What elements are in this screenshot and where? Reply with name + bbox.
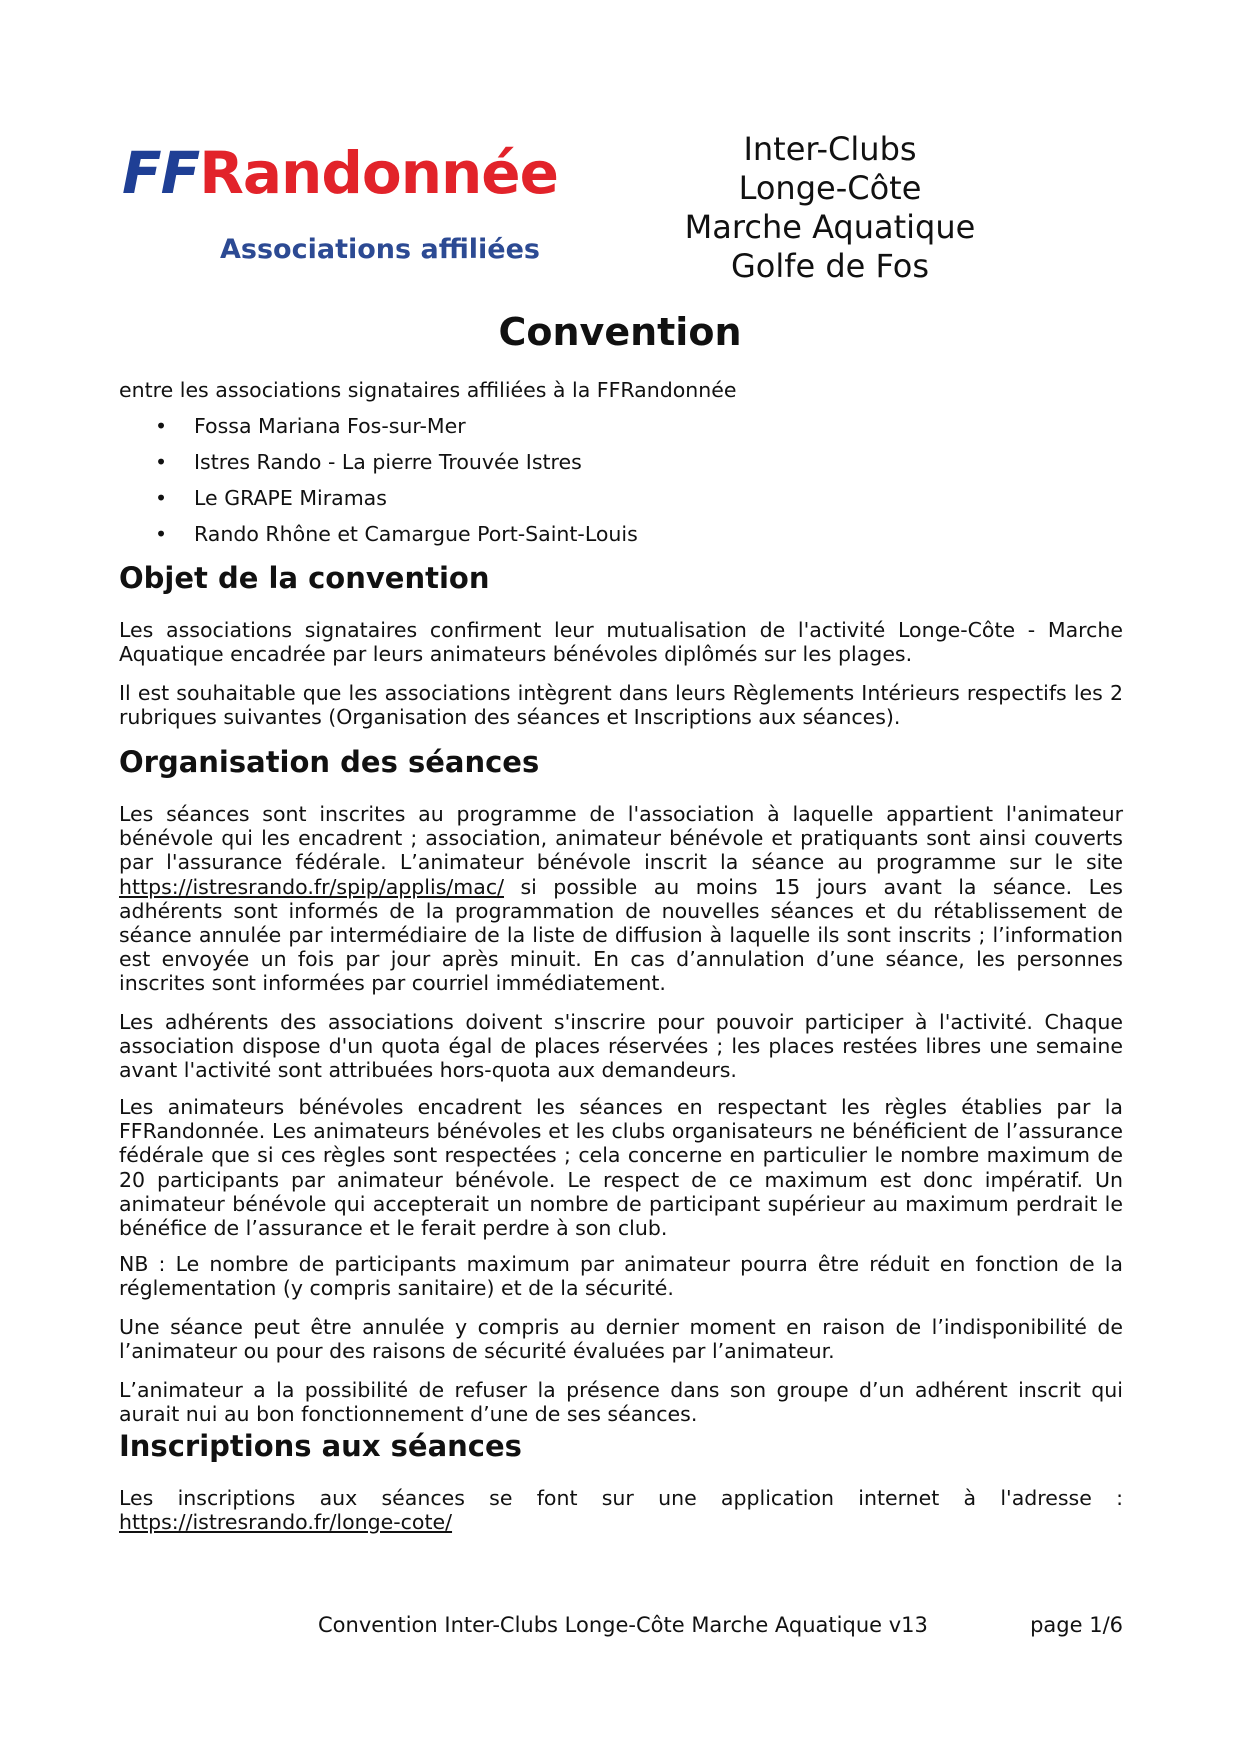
paragraph: NB : Le nombre de participants maximum par animateur pourra être réduit en fonction de la réglementation (y compris sanitaire) et de la sécurité. (119, 1252, 1123, 1301)
paragraph (119, 1510, 1123, 1534)
paragraph: Les séances sont inscrites au programme de l'association à laquelle appartient l'animateur bénévole qui les encadrent ; association, animateur bénévole et pratiquants sont ainsi couverts par l'assurance fédérale. L’animateur bénévole inscrit la séance au programme sur le site https://istresrando.fr/spip/applis/mac/ si possible au moins 15 jours avant la séance. Les adhérents sont informés de la programmation de nouvelles séances et du rétablissement de séance annulée par intermédiaire de la liste de diffusion à laquelle ils sont inscrits ; l’information est envoyée un fois par jour après minuit. En cas d’annulation d’une séance, les personnes inscrites sont informées par courriel immédiatement. (119, 802, 1123, 996)
paragraph: Il est souhaitable que les associations intègrent dans leurs Règlements Intérieurs respectifs les 2 rubriques suivantes (Organisation des séances et Inscriptions aux séances). (119, 681, 1123, 730)
associations-list (119, 414, 1019, 558)
logo-subtitle: Associations affiliées (220, 234, 541, 265)
intro-text: entre les associations signataires affiliées à la FFRandonnée (119, 378, 737, 402)
header-title-line: Longe-Côte (738, 169, 922, 207)
logo-wordmark: FFRandonnée (122, 139, 558, 207)
list-item: • Fossa Mariana Fos-sur-Mer (119, 414, 1019, 450)
inscriptions-link[interactable]: https://istresrando.fr/longe-cote/ (119, 1510, 453, 1534)
section-heading-objet: Objet de la convention (119, 561, 490, 595)
mac-program-link[interactable]: https://istresrando.fr/spip/applis/mac/ (119, 874, 504, 899)
paragraph: Les animateurs bénévoles encadrent les séances en respectant les règles établies par la FFRandonnée. Les animateurs bénévoles et les clubs organisateurs ne bénéficient de l’assurance fédérale que si ces règles sont respectées ; cela concerne en particulier le nombre maximum de 20 participants par animateur bénévole. Le respect de ce maximum est donc impératif. Un animateur bénévole qui accepterait un nombre de participant supérieur au maximum perdrait le bénéfice de l’assurance et le ferait perdre à son club. (119, 1095, 1123, 1241)
header-title (640, 130, 1020, 286)
section-heading-inscriptions: Inscriptions aux séances (119, 1429, 522, 1463)
paragraph: L’animateur a la possibilité de refuser la présence dans son groupe d’un adhérent inscrit qui aurait nui au bon fonctionnement d’une de ses séances. (119, 1378, 1123, 1427)
footer-page-number: page 1/6 (1030, 1613, 1123, 1637)
footer-document-name: Convention Inter-Clubs Longe-Côte Marche Aquatique v13 (318, 1613, 928, 1637)
paragraph: Les adhérents des associations doivent s'inscrire pour pouvoir participer à l'activité. Chaque association dispose d'un quota égal de places réservées ; les places restées libres une semaine avant l'activité sont attribuées hors-quota aux demandeurs. (119, 1010, 1123, 1083)
section-heading-organisation: Organisation des séances (119, 745, 540, 779)
list-item: • Istres Rando - La pierre Trouvée Istres (119, 450, 1019, 486)
paragraph: Les associations signataires confirment leur mutualisation de l'activité Longe-Côte - Marche Aquatique encadrée par leurs animateurs bénévoles diplômés sur les plages. (119, 618, 1123, 667)
list-item: • Rando Rhône et Camargue Port-Saint-Louis (119, 522, 1019, 558)
header-title-line: Inter-Clubs (743, 130, 917, 168)
paragraph: Une séance peut être annulée y compris au dernier moment en raison de l’indisponibilité de l’animateur ou pour des raisons de sécurité évaluées par l’animateur. (119, 1315, 1123, 1364)
document-title: Convention (498, 310, 742, 354)
header-title-line: Golfe de Fos (730, 247, 930, 285)
paragraph: Les inscriptions aux séances se font sur une application internet à l'adresse : (119, 1486, 1123, 1510)
ffrandonnee-logo (122, 138, 558, 278)
list-item: • Le GRAPE Miramas (119, 486, 1019, 522)
header-title-line: Marche Aquatique (684, 208, 976, 246)
